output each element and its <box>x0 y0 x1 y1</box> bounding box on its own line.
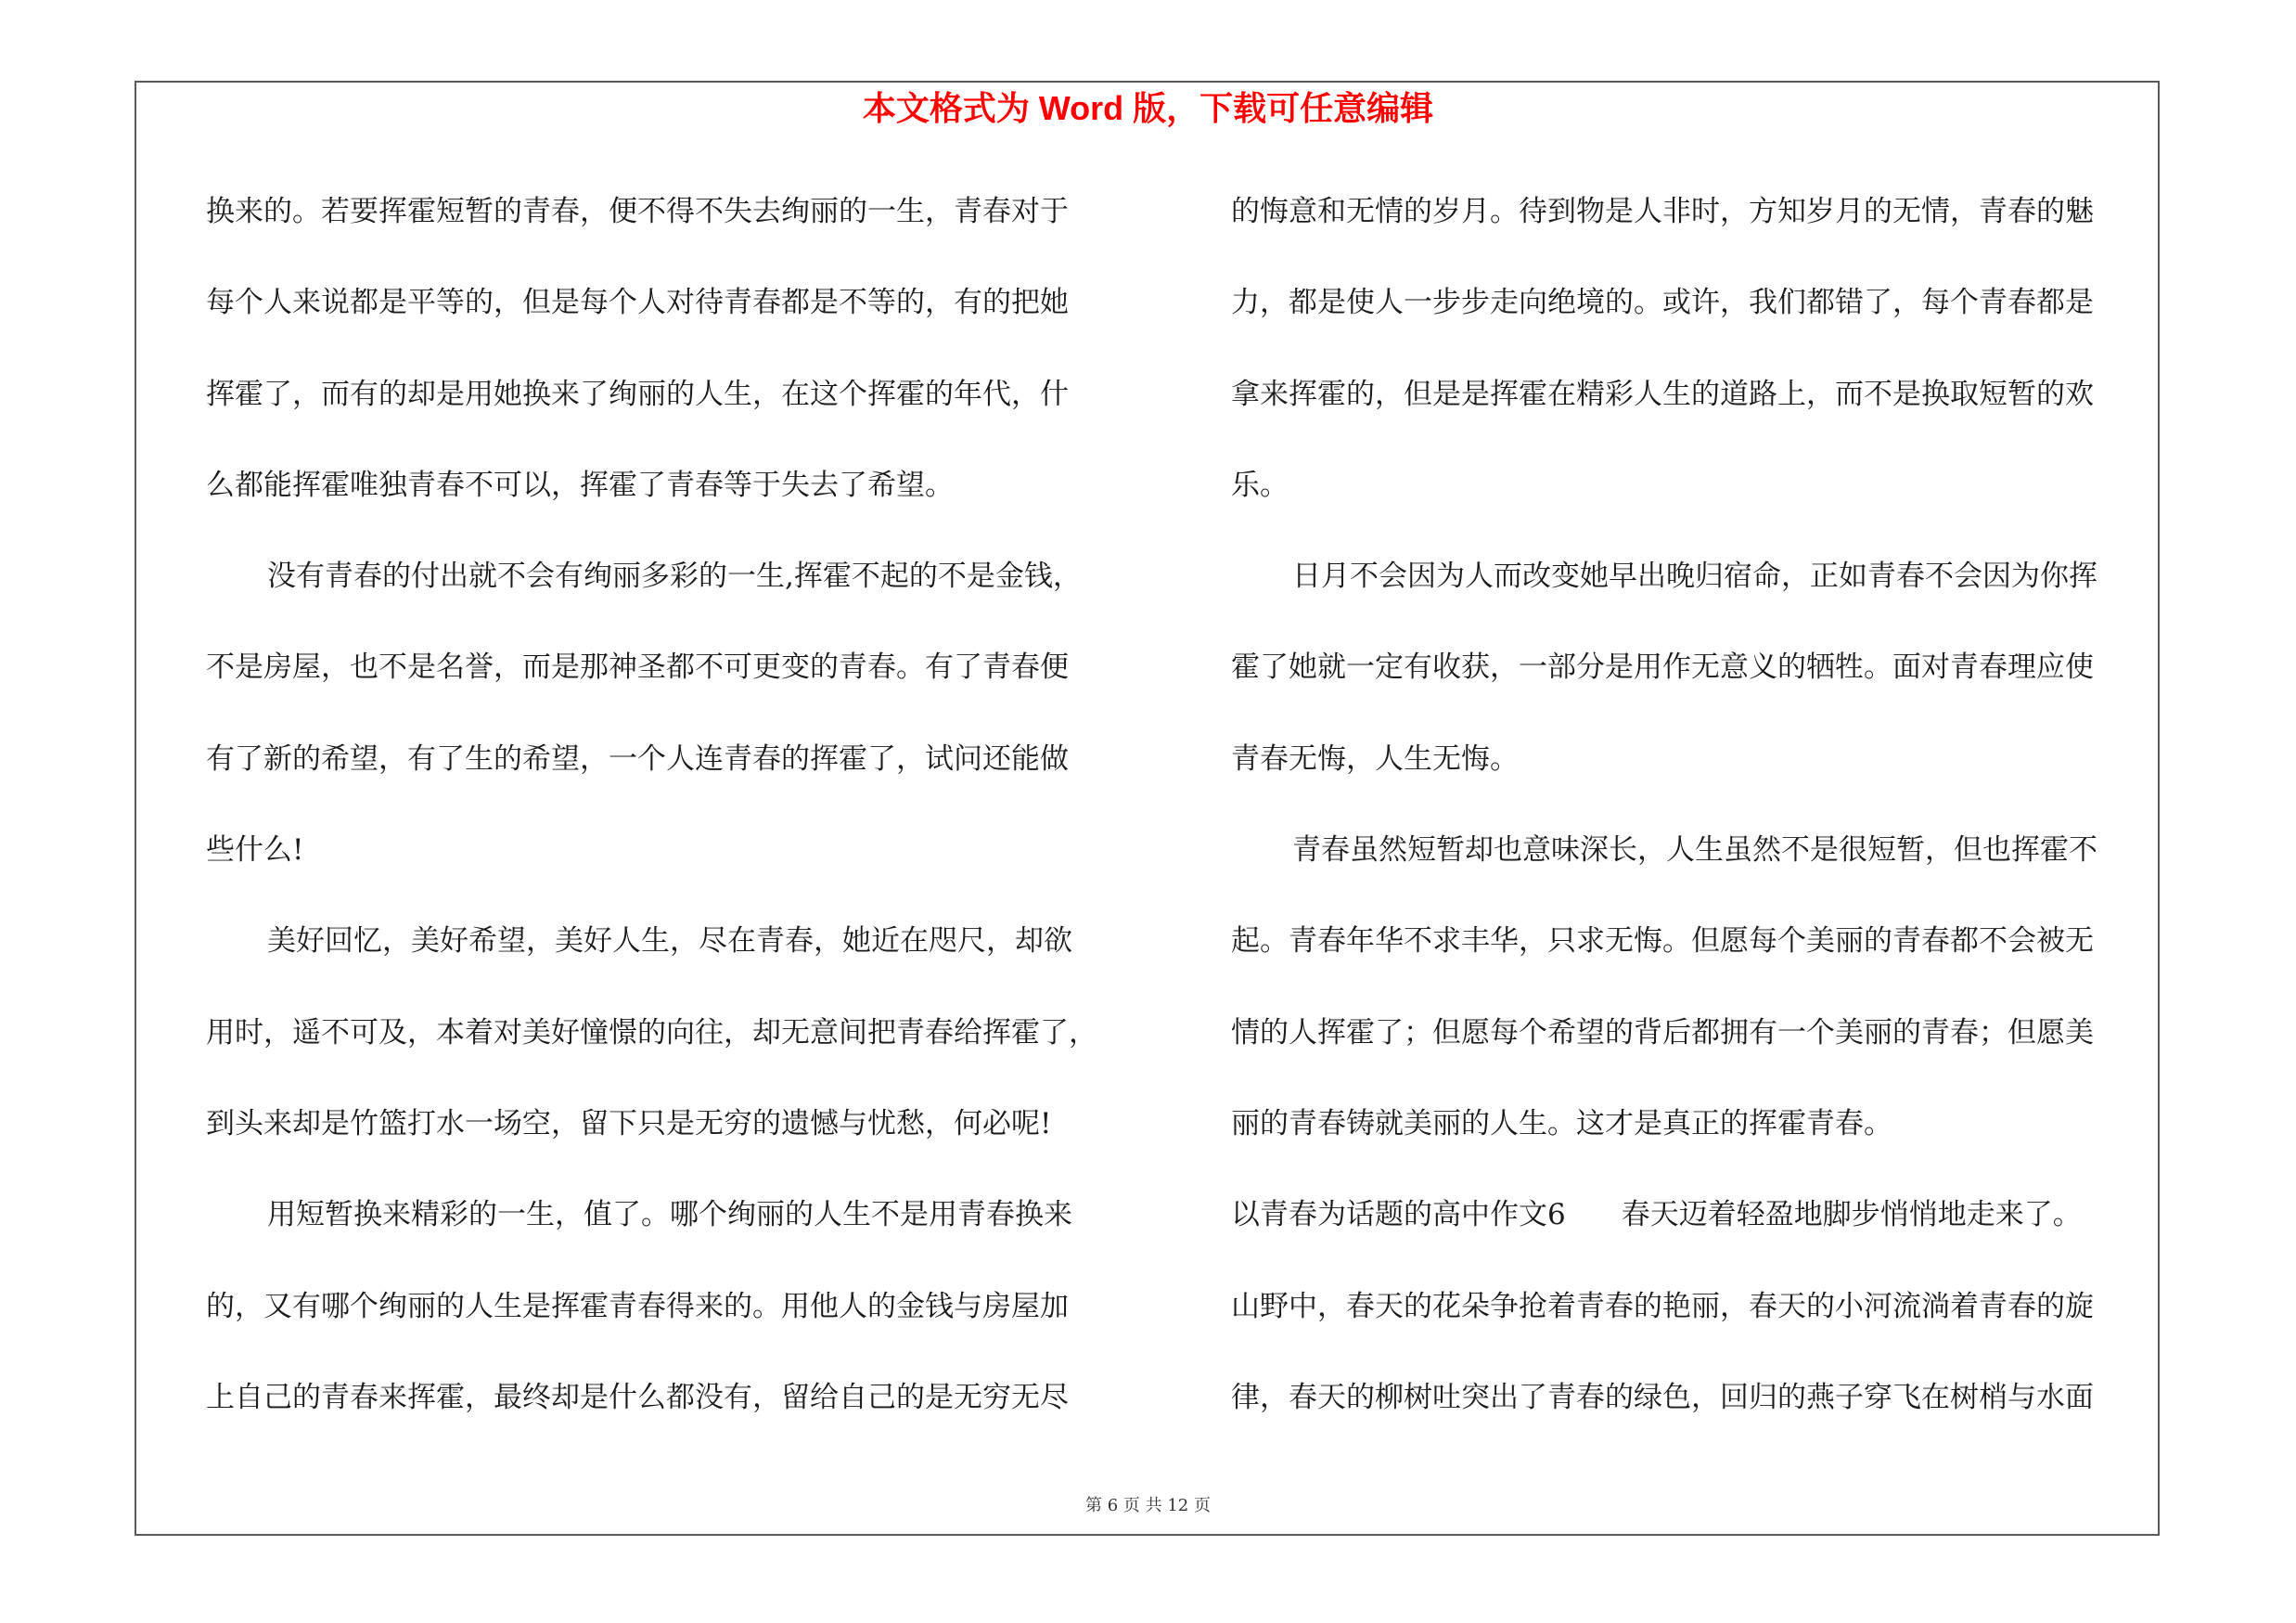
editable-notice-header: 本文格式为 Word 版，下载可任意编辑 <box>862 89 1434 127</box>
paragraph-first-line: 用短暂换来精彩的一生，值了。哪个绚丽的人生不是用青春换来 <box>267 1198 1072 1232</box>
text-line: 霍了她就一定有收获，一部分是用作无意义的牺牲。面对青春理应使 <box>1231 650 2094 685</box>
text-line: 的，又有哪个绚丽的人生是挥霍青春得来的。用他人的金钱与房屋加 <box>206 1289 1069 1323</box>
text-line: 丽的青春铸就美丽的人生。这才是真正的挥霍青春。 <box>1231 1106 1892 1140</box>
text-line: 力，都是使人一步步走向绝境的。或许，我们都错了，每个青春都是 <box>1231 286 2094 320</box>
section-heading: 以青春为话题的高中作文6 <box>1231 1198 1566 1232</box>
text-line: 不是房屋，也不是名誉，而是那神圣都不可更变的青春。有了青春便 <box>206 650 1069 685</box>
paragraph-first-line: 青春虽然短暂却也意味深长，人生虽然不是很短暂，但也挥霍不 <box>1292 833 2097 868</box>
text-line: 有了新的希望，有了生的希望，一个人连青春的挥霍了，试问还能做 <box>206 741 1069 776</box>
text-line: 挥霍了，而有的却是用她换来了绚丽的人生，在这个挥霍的年代，什 <box>206 377 1069 411</box>
text-line: 些什么! <box>206 833 304 868</box>
page-number-footer: 第 6 页 共 12 页 <box>1085 1496 1211 1515</box>
text-line: 的悔意和无情的岁月。待到物是人非时，方知岁月的无情，青春的魅 <box>1231 195 2094 228</box>
text-line: 情的人挥霍了；但愿每个希望的背后都拥有一个美丽的青春；但愿美 <box>1231 1015 2094 1050</box>
text-line: 么都能挥霍唯独青春不可以，挥霍了青春等于失去了希望。 <box>206 468 954 502</box>
paragraph-first-line: 美好回忆，美好希望，美好人生，尽在青春，她近在咫尺，却欲 <box>267 924 1072 959</box>
text-line: 每个人来说都是平等的，但是每个人对待青春都是不等的，有的把她 <box>206 286 1069 320</box>
text-line: 用时，遥不可及，本着对美好憧憬的向往，却无意间把青春给挥霍了， <box>206 1015 1097 1050</box>
text-line: 青春无悔，人生无悔。 <box>1231 741 1519 776</box>
left-text-column <box>206 184 1134 1461</box>
text-line: 拿来挥霍的，但是是挥霍在精彩人生的道路上，而不是换取短暂的欢 <box>1231 377 2094 411</box>
text-line: 上自己的青春来挥霍，最终却是什么都没有，留给自己的是无穷无尽 <box>206 1380 1069 1414</box>
paragraph-first-line: 没有青春的付出就不会有绚丽多彩的一生,挥霍不起的不是金钱， <box>267 560 1082 594</box>
text-line: 换来的。若要挥霍短暂的青春，便不得不失去绚丽的一生，青春对于 <box>206 195 1069 228</box>
right-text-column <box>1231 184 2159 1461</box>
text-line: 乐。 <box>1231 468 1289 502</box>
text-line: 到头来却是竹篮打水一场空，留下只是无穷的遗憾与忧愁，何必呢! <box>206 1106 1052 1140</box>
text-line: 起。青春年华不求丰华，只求无悔。但愿每个美丽的青春都不会被无 <box>1231 924 2094 959</box>
heading-continuation-text: 春天迈着轻盈地脚步悄悄地走来了。 <box>1621 1198 2082 1232</box>
section-heading-line <box>1231 1187 2159 1278</box>
text-line: 山野中，春天的花朵争抢着青春的艳丽，春天的小河流淌着青春的旋 <box>1231 1289 2094 1323</box>
paragraph-first-line: 日月不会因为人而改变她早出晚归宿命，正如青春不会因为你挥 <box>1292 560 2097 594</box>
text-line: 律，春天的柳树吐突出了青春的绿色，回归的燕子穿飞在树梢与水面 <box>1231 1380 2094 1414</box>
